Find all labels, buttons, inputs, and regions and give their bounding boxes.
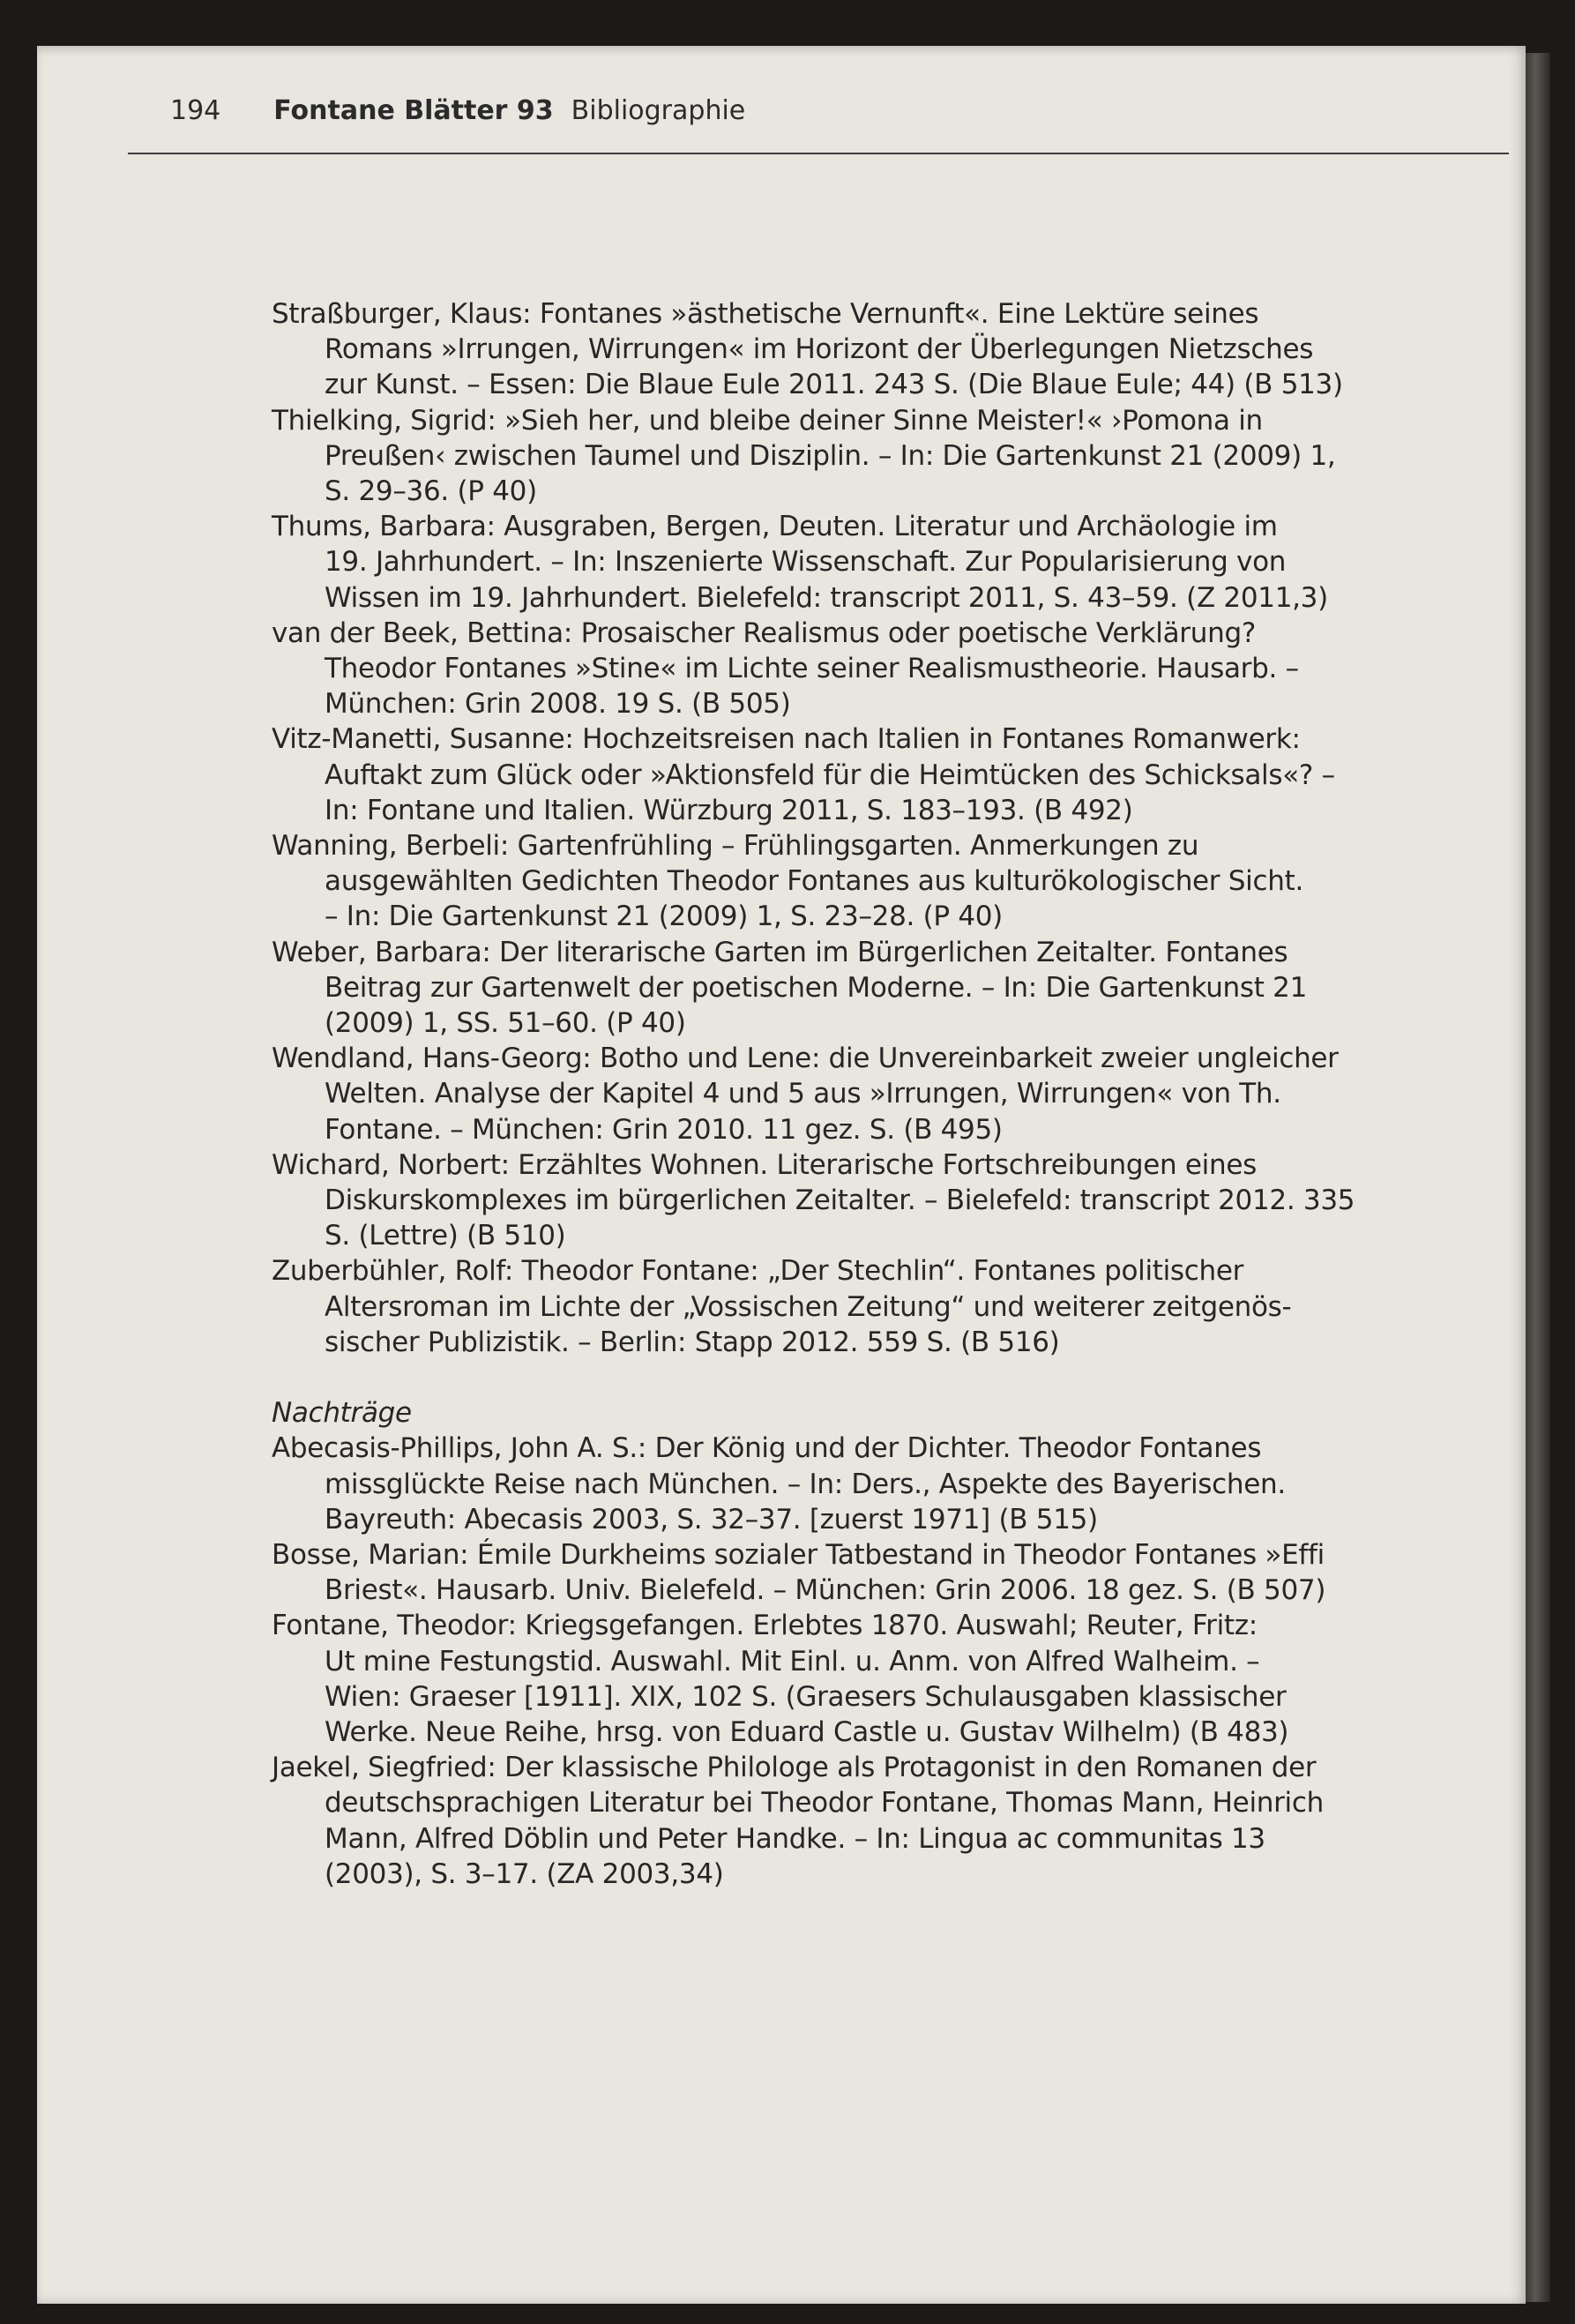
bibliography-entry: Bosse, Marian: Émile Durkheims sozialer Tatbestand in Theodor Fontanes »Effi Briest«. Hausarb. Univ. Bielefeld. – München: Grin 2006. 18 gez. S. (B 507) xyxy=(272,1538,1326,1607)
bibliography-entry: van der Beek, Bettina: Prosaischer Realismus oder poetische Verklärung? Theodor Fontanes »Stine« im Lichte seiner Realismustheorie. Hausarb. – München: Grin 2008. 19 S. (B 505) xyxy=(272,616,1299,721)
bibliography-entry: Thielking, Sigrid: »Sieh her, und bleibe deiner Sinne Meister!« ›Pomona in Preußen‹ zwischen Taumel und Disziplin. – In: Die Gartenkunst 21 (2009) 1, S. 29–36. (P 40) xyxy=(272,404,1336,508)
bibliography-entry: Fontane, Theodor: Kriegsgefangen. Erlebtes 1870. Auswahl; Reuter, Fritz: Ut mine Festungstid. Auswahl. Mit Einl. u. Anm. von Alfred Walheim. – Wien: Graeser [1911]. XIX, 102 S. (Graesers Schulausgaben klassischer Werke. Neue Reihe, hrsg. von Eduard Castle u. Gustav Wilhelm) (B 483) xyxy=(272,1610,1289,1748)
book-edge xyxy=(1526,53,1550,2302)
bibliography-entry: Wichard, Norbert: Erzähltes Wohnen. Literarische Fortschreibungen eines Diskurskomplexes im bürgerlichen Zeitalter. – Bielefeld: transcript 2012. 335 S. (Lettre) (B 510) xyxy=(272,1148,1355,1252)
header-rule xyxy=(128,153,1509,154)
bibliography-entry: Straßburger, Klaus: Fontanes »ästhetische Vernunft«. Eine Lektüre seines Romans »Irrungen, Wirrungen« im Horizont der Überlegungen Nietzsches zur Kunst. – Essen: Die Blaue Eule 2011. 243 S. (Die Blaue Eule; 44) (B 513) xyxy=(272,298,1343,401)
bibliography-entry: Wanning, Berbeli: Gartenfrühling – Frühlingsgarten. Anmerkungen zu ausgewählten Gedichten Theodor Fontanes aus kulturökologischer Sicht. – In: Die Gartenkunst 21 (2009) 1, S. 23–28. (P 40) xyxy=(272,830,1303,933)
bibliography-entry: Vitz-Manetti, Susanne: Hochzeitsreisen nach Italien in Fontanes Romanwerk: Auftakt zum Glück oder »Aktionsfeld für die Heimtücken des Schicksals«? – In: Fontane und Italien. Würzburg 2011, S. 183–193. (B 492) xyxy=(272,723,1335,826)
bibliography-entry: Abecasis-Phillips, John A. S.: Der König und der Dichter. Theodor Fontanes missglückte Reise nach München. – In: Ders., Aspekte des Bayerischen. Bayreuth: Abecasis 2003, S. 32–37. [zuerst 1971] (B 515) xyxy=(272,1432,1286,1536)
bibliography-content xyxy=(272,296,1436,1892)
bibliography-entry: Zuberbühler, Rolf: Theodor Fontane: „Der Stechlin“. Fontanes politischer Altersroman im Lichte der „Vossischen Zeitung“ und weiterer zeitgenös- sischer Publizistik. – Berlin: Stapp 2012. 559 S. (B 516) xyxy=(272,1255,1292,1358)
bibliography-entry: Weber, Barbara: Der literarische Garten im Bürgerlichen Zeitalter. Fontanes Beitrag zur Gartenwelt der poetischen Moderne. – In: Die Gartenkunst 21 (2009) 1, SS. 51–60. (P 40) xyxy=(272,936,1308,1040)
bibliography-entry: Jaekel, Siegfried: Der klassische Philologe als Protagonist in den Romanen der deutschsprachigen Literatur bei Theodor Fontane, Thomas Mann, Heinrich Mann, Alfred Döblin und Peter Handke. – In: Lingua ac communitas 13 (2003), S. 3–17. (ZA 2003,34) xyxy=(272,1752,1324,1890)
section-title: Bibliographie xyxy=(571,95,746,126)
journal-title: Fontane Blätter 93 xyxy=(273,95,554,126)
bibliography-entry: Wendland, Hans-Georg: Botho und Lene: die Unvereinbarkeit zweier ungleicher Welten. Analyse der Kapitel 4 und 5 aus »Irrungen, Wirrungen« von Th. Fontane. – München: Grin 2010. 11 gez. S. (B 495) xyxy=(272,1042,1339,1146)
page-number: 194 xyxy=(170,95,221,126)
running-header xyxy=(170,95,745,138)
bibliography-entry: Thums, Barbara: Ausgraben, Bergen, Deuten. Literatur und Archäologie im 19. Jahrhundert. – In: Inszenierte Wissenschaft. Zur Popularisierung von Wissen im 19. Jahrhundert. Bielefeld: transcript 2011, S. 43–59. (Z 2011,3) xyxy=(272,511,1328,614)
section-heading-nachtraege: Nachträge xyxy=(272,1397,412,1430)
